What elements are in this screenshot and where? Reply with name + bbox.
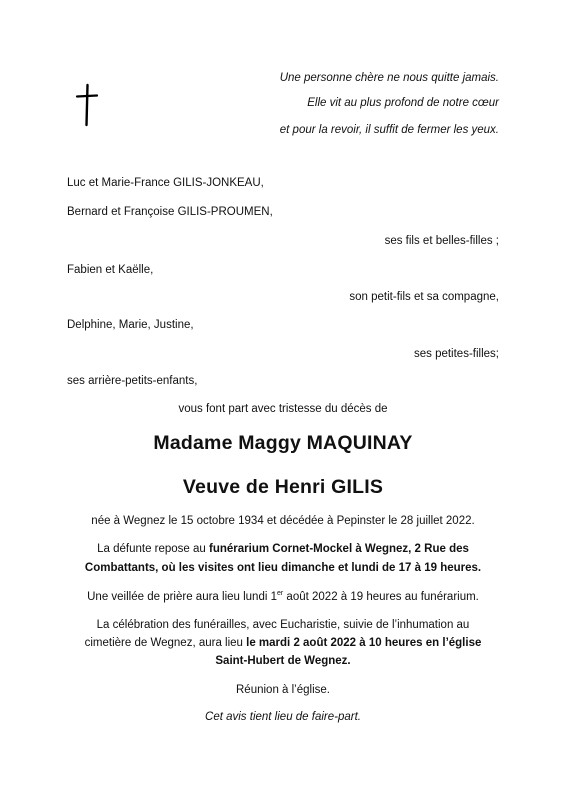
family-line-3: Fabien et Kaëlle, [67, 264, 154, 276]
family-line-2: Bernard et Françoise GILIS-PROUMEN, [67, 206, 273, 218]
vigil-ordinal: er [277, 590, 284, 598]
announce-line: vous font part avec tristesse du décès de [178, 403, 388, 415]
visits-text: Combattants, où les visites ont lieu dimanche et lundi de 17 à 19 heures. [84, 562, 482, 574]
funeral-line-2 [0, 637, 566, 649]
vigil-text-pre: Une veillée de prière aura lieu lundi 1 [87, 591, 277, 603]
relation-line-1: ses fils et belles-filles ; [384, 235, 499, 247]
family-line-4: Delphine, Marie, Justine, [67, 319, 194, 331]
vigil-line [0, 591, 566, 603]
funeral-line-1: La célébration des funérailles, avec Eucharistie, suivie de l’inhumation au [96, 619, 470, 631]
funeral-home-text: funérarium Cornet-Mockel à Wegnez, 2 Rue des [209, 543, 469, 555]
family-line-1: Luc et Marie-France GILIS-JONKEAU, [67, 177, 264, 189]
funeral-line-3 [0, 655, 566, 667]
closing-line: Cet avis tient lieu de faire-part. [205, 711, 361, 723]
poem-line-1: Une personne chère ne nous quitte jamais. [279, 72, 499, 84]
rest-line-2 [0, 562, 566, 574]
rest-line-1-text: La défunte repose au [97, 543, 210, 555]
family-line-5: ses arrière-petits-enfants, [67, 375, 198, 387]
church-name-text: Saint-Hubert de Wegnez. [215, 655, 351, 667]
funeral-line-2-text: cimetière de Wegnez, aura lieu [84, 637, 247, 649]
poem-line-2: Elle vit au plus profond de notre cœur [307, 97, 499, 109]
reunion-line: Réunion à l’église. [236, 684, 330, 696]
relation-line-3: ses petites-filles; [413, 348, 499, 360]
poem-line-3: et pour la revoir, il suffit de fermer les yeux. [279, 124, 499, 136]
deceased-name: Madame Maggy MAQUINAY [153, 432, 413, 454]
cross-icon [74, 83, 100, 127]
relation-line-2: son petit-fils et sa compagne, [349, 291, 499, 303]
funeral-date-text: le mardi 2 août 2022 à 10 heures en l’église [246, 637, 482, 649]
spouse-line: Veuve de Henri GILIS [182, 476, 384, 498]
vigil-text-post: août 2022 à 19 heures au funérarium. [283, 591, 479, 603]
birth-death-line: née à Wegnez le 15 octobre 1934 et décédée à Pepinster le 28 juillet 2022. [91, 515, 475, 527]
rest-line-1 [0, 543, 566, 555]
